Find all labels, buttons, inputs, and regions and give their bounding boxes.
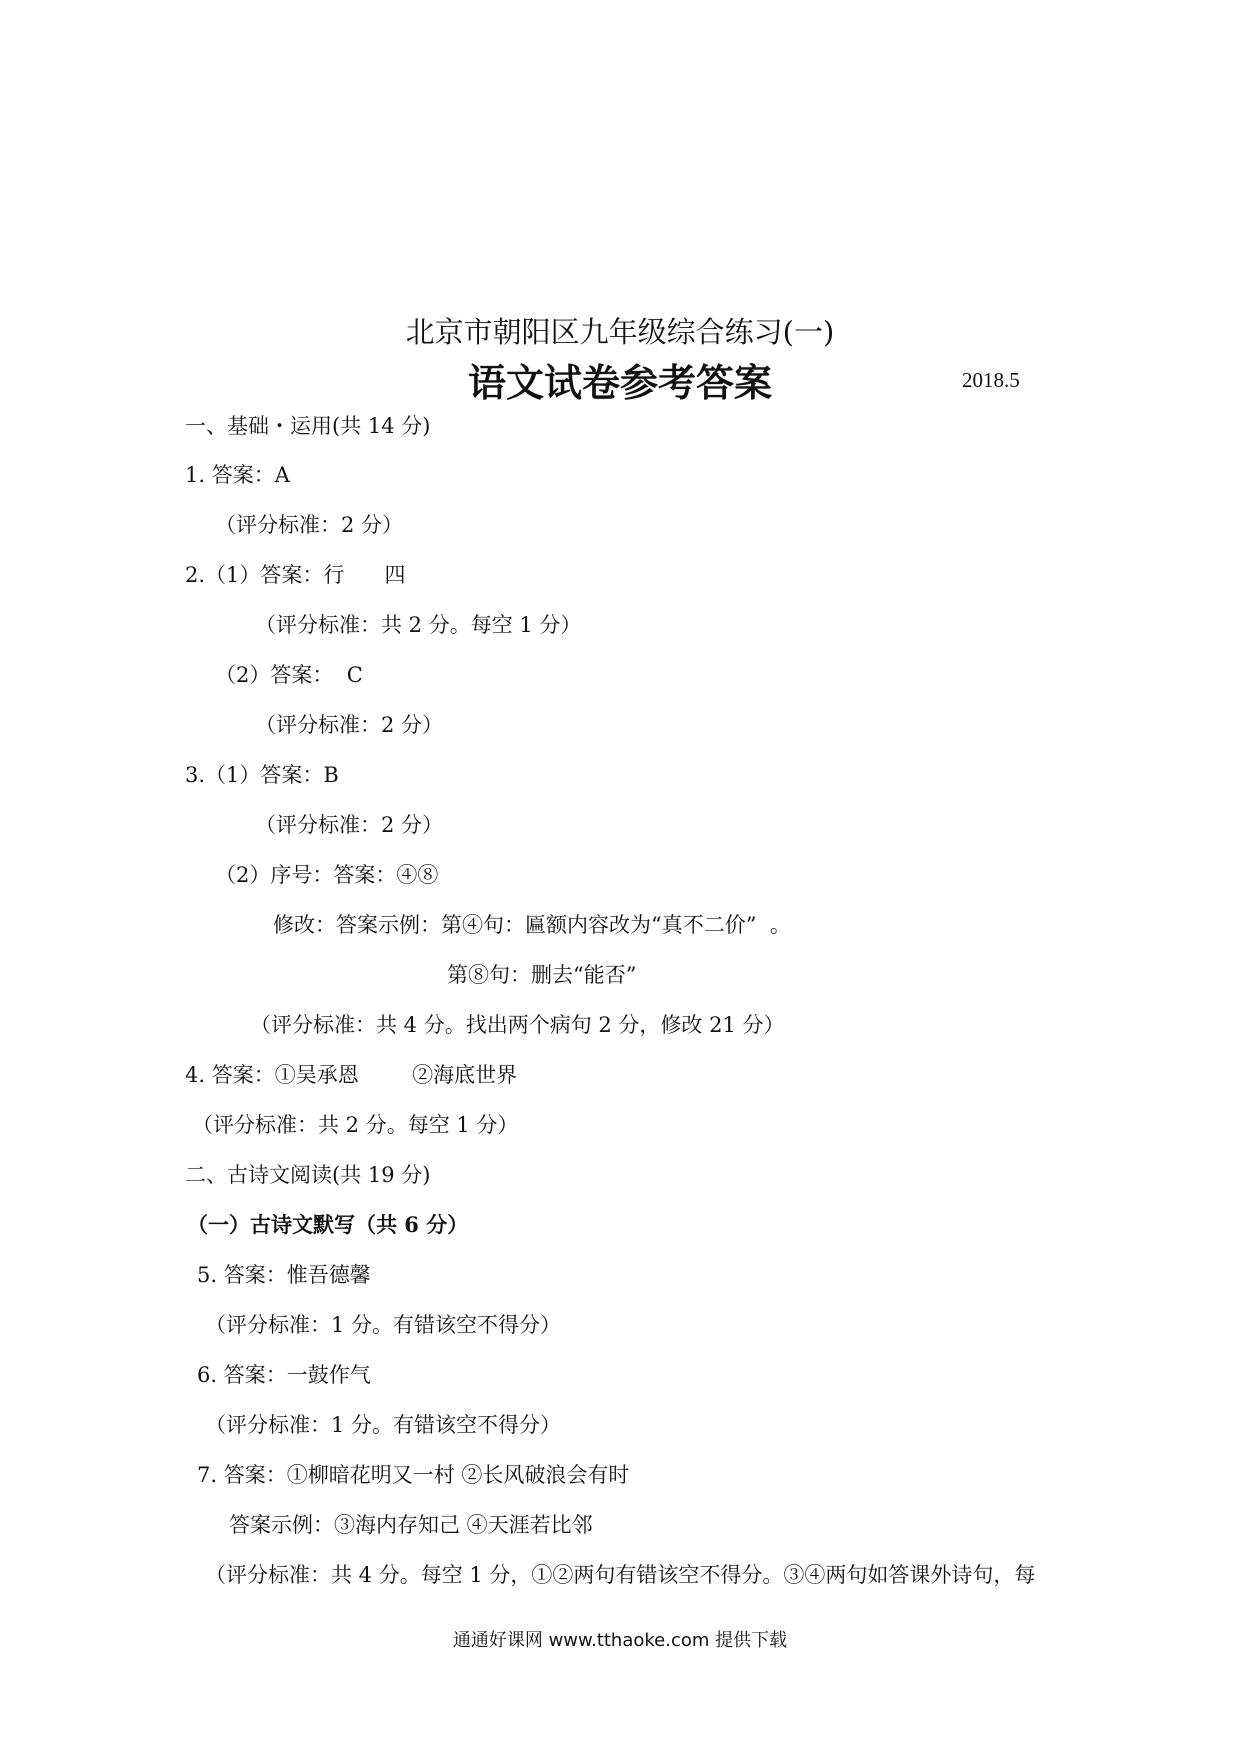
q4-scoring: （评分标准：共 2 分。每空 1 分） [192,1113,519,1137]
q2-1-answer: 2.（1）答案：行 四 [185,563,406,587]
section-2-subheading: （一）古诗文默写（共 6 分） [187,1212,469,1237]
q7-scoring: （评分标准：共 4 分。每空 1 分，①②两句有错该空不得分。③④两句如答课外诗句，每 [205,1563,1036,1587]
q7-answer: 7. 答案：①柳暗花明又一村 ②长风破浪会有时 [197,1463,630,1487]
q2-2-scoring: （评分标准：2 分） [255,713,444,737]
q3-2-revision-2: 第⑧句：删去“能否” [447,963,637,987]
section-1-heading: 一、基础・运用(共 14 分) [185,414,431,438]
q3-1-answer: 3.（1）答案：B [185,763,339,787]
q3-1-scoring: （评分标准：2 分） [255,813,444,837]
q3-2-answer: （2）序号：答案：④⑧ [215,863,439,887]
document-title: 北京市朝阳区九年级综合练习(一) [405,315,835,349]
section-2-heading: 二、古诗文阅读(共 19 分) [185,1163,431,1187]
q6-scoring: （评分标准：1 分。有错该空不得分） [205,1413,562,1437]
q1-answer: 1. 答案：A [185,463,290,487]
q2-2-answer: （2）答案： C [215,663,363,687]
q2-1-scoring: （评分标准：共 2 分。每空 1 分） [255,613,582,637]
q3-2-revision-1: 修改：答案示例：第④句：匾额内容改为“真不二价” 。 [273,913,791,937]
q6-answer: 6. 答案：一鼓作气 [197,1363,371,1387]
document-subtitle: 语文试卷参考答案 [467,360,772,405]
footer-download-note: 通通好课网 www.tthaoke.com 提供下载 [452,1630,788,1651]
q1-scoring: （评分标准：2 分） [215,513,404,537]
document-date: 2018.5 [962,368,1020,392]
q4-answer: 4. 答案：①吴承恩 ②海底世界 [185,1063,518,1087]
q7-example: 答案示例：③海内存知己 ④天涯若比邻 [229,1513,593,1537]
q3-2-scoring: （评分标准：共 4 分。找出两个病句 2 分，修改 21 分） [250,1013,785,1037]
q5-scoring: （评分标准：1 分。有错该空不得分） [205,1313,562,1337]
q5-answer: 5. 答案：惟吾德馨 [197,1263,371,1287]
